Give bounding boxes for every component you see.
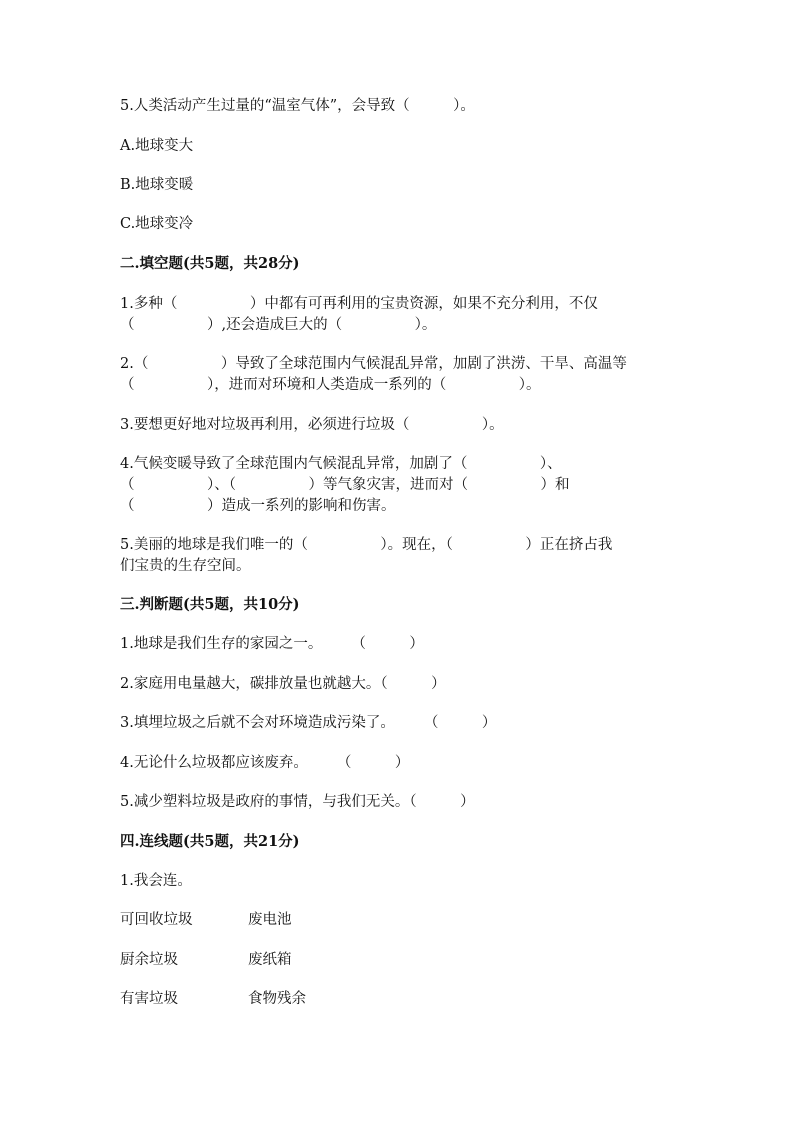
judge-q5: 5.减少塑料垃圾是政府的事情，与我们无关。（ ）	[120, 794, 475, 810]
fill-q2-line1: 2.（ ）导致了全球范围内气候混乱异常，加剧了洪涝、干旱、高温等	[120, 356, 627, 372]
q5-option-a: A.地球变大	[120, 138, 194, 154]
match-right-item: 废纸箱	[248, 952, 292, 968]
fill-q4-line2: （ ）、（ ）等气象灾害，进而对（ ）和	[120, 477, 570, 493]
fill-q4-line1: 4.气候变暖导致了全球范围内气候混乱异常，加剧了（ ）、	[120, 456, 562, 472]
judge-q2: 2.家庭用电量越大，碳排放量也就越大。（ ）	[120, 676, 446, 692]
q5-stem: 5.人类活动产生过量的“温室气体”，会导致（ ）。	[120, 98, 475, 114]
q5-option-b: B.地球变暖	[120, 177, 194, 193]
section4-title: 四.连线题(共5题，共21分)	[120, 833, 300, 850]
fill-q3-line1: 3.要想更好地对垃圾再利用，必须进行垃圾（ ）。	[120, 417, 504, 433]
section2-title: 二.填空题(共5题，共28分)	[120, 255, 300, 272]
q5-option-c: C.地球变冷	[120, 216, 194, 232]
fill-q2-line2: （ ），进而对环境和人类造成一系列的（ ）。	[120, 377, 541, 393]
judge-q1: 1.地球是我们生存的家园之一。 （ ）	[120, 636, 424, 652]
fill-q5-line1: 5.美丽的地球是我们唯一的（ ）。现在，（ ）正在挤占我	[120, 537, 613, 553]
fill-q1-line1: 1.多种（ ）中都有可再利用的宝贵资源，如果不充分利用，不仅	[120, 296, 598, 312]
fill-q4-line3: （ ）造成一系列的影响和伤害。	[120, 498, 396, 514]
section3-title: 三.判断题(共5题，共10分)	[120, 596, 300, 613]
fill-q1-line2: （ ）,还会造成巨大的（ ）。	[120, 317, 437, 333]
match-left-item: 可回收垃圾	[120, 912, 193, 928]
match-right-item: 食物残余	[248, 991, 306, 1007]
fill-q5-line2: 们宝贵的生存空间。	[120, 558, 251, 574]
match-left-item: 有害垃圾	[120, 991, 178, 1007]
judge-q4: 4.无论什么垃圾都应该废弃。 （ ）	[120, 755, 410, 771]
match-q1-stem: 1.我会连。	[120, 873, 192, 889]
match-left-item: 厨余垃圾	[120, 952, 178, 968]
judge-q3: 3.填埋垃圾之后就不会对环境造成污染了。 （ ）	[120, 715, 497, 731]
match-right-item: 废电池	[248, 912, 292, 928]
